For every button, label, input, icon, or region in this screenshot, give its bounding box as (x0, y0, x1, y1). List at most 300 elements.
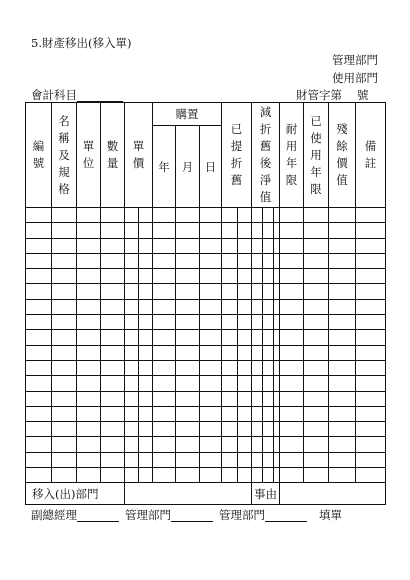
table-cell[interactable] (222, 223, 238, 238)
table-cell[interactable] (238, 299, 252, 314)
table-cell[interactable] (176, 391, 200, 406)
table-cell[interactable] (222, 468, 238, 483)
table-cell[interactable] (139, 345, 153, 360)
table-cell[interactable] (125, 208, 139, 223)
table-cell[interactable] (153, 422, 176, 437)
table-cell[interactable] (238, 437, 252, 452)
table-cell[interactable] (329, 253, 356, 268)
table-cell[interactable] (77, 468, 101, 483)
table-cell[interactable] (125, 422, 139, 437)
table-cell[interactable] (176, 238, 200, 253)
table-cell[interactable] (238, 253, 252, 268)
table-cell[interactable] (139, 330, 153, 345)
table-cell[interactable] (263, 391, 274, 406)
table-cell[interactable] (153, 208, 176, 223)
table-cell[interactable] (356, 253, 386, 268)
table-cell[interactable] (153, 437, 176, 452)
table-cell[interactable] (252, 315, 263, 330)
table-cell[interactable] (101, 391, 125, 406)
table-cell[interactable] (329, 360, 356, 375)
table-cell[interactable] (125, 269, 139, 284)
table-cell[interactable] (356, 299, 386, 314)
table-cell[interactable] (52, 452, 77, 467)
table-cell[interactable] (52, 391, 77, 406)
table-cell[interactable] (176, 422, 200, 437)
table-cell[interactable] (263, 284, 274, 299)
table-cell[interactable] (263, 253, 274, 268)
table-cell[interactable] (280, 208, 304, 223)
table-cell[interactable] (222, 330, 238, 345)
table-cell[interactable] (200, 315, 222, 330)
table-cell[interactable] (263, 208, 274, 223)
table-cell[interactable] (304, 208, 329, 223)
table-cell[interactable] (222, 391, 238, 406)
table-cell[interactable] (139, 452, 153, 467)
table-cell[interactable] (153, 330, 176, 345)
table-cell[interactable] (238, 238, 252, 253)
table-cell[interactable] (238, 452, 252, 467)
table-cell[interactable] (77, 315, 101, 330)
table-cell[interactable] (329, 284, 356, 299)
table-cell[interactable] (101, 315, 125, 330)
table-cell[interactable] (101, 437, 125, 452)
management-blank-2[interactable] (265, 509, 307, 522)
table-cell[interactable] (329, 223, 356, 238)
table-cell[interactable] (26, 315, 52, 330)
table-cell[interactable] (238, 208, 252, 223)
table-cell[interactable] (139, 422, 153, 437)
table-cell[interactable] (153, 376, 176, 391)
table-cell[interactable] (26, 208, 52, 223)
table-cell[interactable] (52, 315, 77, 330)
table-cell[interactable] (77, 360, 101, 375)
table-cell[interactable] (222, 452, 238, 467)
table-cell[interactable] (26, 345, 52, 360)
table-cell[interactable] (26, 468, 52, 483)
table-cell[interactable] (238, 360, 252, 375)
table-cell[interactable] (356, 269, 386, 284)
table-cell[interactable] (125, 223, 139, 238)
table-cell[interactable] (26, 223, 52, 238)
table-cell[interactable] (125, 406, 139, 421)
table-cell[interactable] (304, 437, 329, 452)
table-cell[interactable] (125, 330, 139, 345)
table-cell[interactable] (222, 315, 238, 330)
table-cell[interactable] (222, 345, 238, 360)
table-cell[interactable] (52, 422, 77, 437)
table-cell[interactable] (26, 452, 52, 467)
table-cell[interactable] (52, 284, 77, 299)
table-cell[interactable] (139, 299, 153, 314)
table-cell[interactable] (280, 406, 304, 421)
table-cell[interactable] (252, 253, 263, 268)
table-cell[interactable] (139, 238, 153, 253)
table-cell[interactable] (176, 330, 200, 345)
table-cell[interactable] (176, 315, 200, 330)
table-cell[interactable] (153, 406, 176, 421)
table-cell[interactable] (238, 345, 252, 360)
table-cell[interactable] (280, 223, 304, 238)
table-cell[interactable] (222, 406, 238, 421)
table-cell[interactable] (252, 452, 263, 467)
table-cell[interactable] (101, 253, 125, 268)
table-cell[interactable] (125, 376, 139, 391)
table-cell[interactable] (153, 223, 176, 238)
table-cell[interactable] (77, 284, 101, 299)
table-cell[interactable] (304, 269, 329, 284)
table-cell[interactable] (101, 360, 125, 375)
table-cell[interactable] (200, 376, 222, 391)
table-cell[interactable] (52, 376, 77, 391)
table-cell[interactable] (125, 345, 139, 360)
table-cell[interactable] (252, 330, 263, 345)
table-cell[interactable] (263, 299, 274, 314)
table-cell[interactable] (125, 468, 139, 483)
table-cell[interactable] (304, 315, 329, 330)
table-cell[interactable] (101, 468, 125, 483)
table-cell[interactable] (252, 299, 263, 314)
table-cell[interactable] (329, 437, 356, 452)
table-cell[interactable] (153, 468, 176, 483)
table-cell[interactable] (125, 238, 139, 253)
table-cell[interactable] (280, 437, 304, 452)
table-cell[interactable] (153, 269, 176, 284)
table-cell[interactable] (125, 437, 139, 452)
table-cell[interactable] (139, 468, 153, 483)
table-cell[interactable] (153, 299, 176, 314)
table-cell[interactable] (176, 253, 200, 268)
table-cell[interactable] (125, 452, 139, 467)
table-cell[interactable] (356, 345, 386, 360)
table-cell[interactable] (280, 269, 304, 284)
table-cell[interactable] (26, 269, 52, 284)
table-cell[interactable] (26, 299, 52, 314)
table-cell[interactable] (200, 406, 222, 421)
table-cell[interactable] (101, 269, 125, 284)
table-cell[interactable] (329, 330, 356, 345)
table-cell[interactable] (26, 376, 52, 391)
table-cell[interactable] (263, 406, 274, 421)
table-cell[interactable] (200, 422, 222, 437)
table-cell[interactable] (280, 299, 304, 314)
table-cell[interactable] (304, 223, 329, 238)
deputy-manager-blank[interactable] (77, 509, 119, 522)
table-cell[interactable] (263, 269, 274, 284)
table-cell[interactable] (280, 391, 304, 406)
table-cell[interactable] (139, 269, 153, 284)
table-cell[interactable] (356, 437, 386, 452)
table-cell[interactable] (139, 315, 153, 330)
table-cell[interactable] (252, 437, 263, 452)
table-cell[interactable] (252, 360, 263, 375)
table-cell[interactable] (263, 345, 274, 360)
table-cell[interactable] (304, 360, 329, 375)
table-cell[interactable] (77, 299, 101, 314)
table-cell[interactable] (176, 208, 200, 223)
table-cell[interactable] (101, 345, 125, 360)
table-cell[interactable] (176, 468, 200, 483)
table-cell[interactable] (238, 391, 252, 406)
table-cell[interactable] (26, 284, 52, 299)
table-cell[interactable] (222, 360, 238, 375)
table-cell[interactable] (280, 468, 304, 483)
table-cell[interactable] (139, 284, 153, 299)
table-cell[interactable] (238, 468, 252, 483)
table-cell[interactable] (280, 360, 304, 375)
table-cell[interactable] (252, 238, 263, 253)
table-cell[interactable] (77, 452, 101, 467)
table-cell[interactable] (304, 238, 329, 253)
table-cell[interactable] (52, 468, 77, 483)
table-cell[interactable] (77, 238, 101, 253)
table-cell[interactable] (200, 284, 222, 299)
table-cell[interactable] (125, 284, 139, 299)
table-cell[interactable] (280, 284, 304, 299)
table-cell[interactable] (153, 315, 176, 330)
table-cell[interactable] (329, 406, 356, 421)
table-cell[interactable] (200, 330, 222, 345)
table-cell[interactable] (238, 284, 252, 299)
table-cell[interactable] (26, 422, 52, 437)
table-cell[interactable] (222, 376, 238, 391)
table-cell[interactable] (52, 299, 77, 314)
table-cell[interactable] (356, 452, 386, 467)
table-cell[interactable] (26, 253, 52, 268)
table-cell[interactable] (304, 299, 329, 314)
table-cell[interactable] (77, 330, 101, 345)
table-cell[interactable] (356, 406, 386, 421)
table-cell[interactable] (222, 284, 238, 299)
table-cell[interactable] (139, 208, 153, 223)
table-cell[interactable] (101, 284, 125, 299)
table-cell[interactable] (101, 330, 125, 345)
table-cell[interactable] (222, 422, 238, 437)
table-cell[interactable] (200, 468, 222, 483)
table-cell[interactable] (200, 391, 222, 406)
table-cell[interactable] (26, 238, 52, 253)
table-cell[interactable] (153, 360, 176, 375)
table-cell[interactable] (200, 223, 222, 238)
table-cell[interactable] (139, 437, 153, 452)
table-cell[interactable] (176, 223, 200, 238)
table-cell[interactable] (101, 299, 125, 314)
table-cell[interactable] (329, 299, 356, 314)
table-cell[interactable] (176, 284, 200, 299)
table-cell[interactable] (125, 360, 139, 375)
table-cell[interactable] (280, 422, 304, 437)
table-cell[interactable] (329, 468, 356, 483)
table-cell[interactable] (101, 376, 125, 391)
table-cell[interactable] (280, 330, 304, 345)
table-cell[interactable] (304, 422, 329, 437)
table-cell[interactable] (52, 238, 77, 253)
table-cell[interactable] (176, 269, 200, 284)
table-cell[interactable] (263, 315, 274, 330)
table-cell[interactable] (125, 391, 139, 406)
table-cell[interactable] (238, 422, 252, 437)
table-cell[interactable] (263, 238, 274, 253)
table-cell[interactable] (263, 376, 274, 391)
table-cell[interactable] (176, 437, 200, 452)
table-cell[interactable] (329, 269, 356, 284)
table-cell[interactable] (52, 208, 77, 223)
table-cell[interactable] (280, 253, 304, 268)
table-cell[interactable] (252, 406, 263, 421)
table-cell[interactable] (52, 269, 77, 284)
table-cell[interactable] (263, 452, 274, 467)
table-cell[interactable] (200, 437, 222, 452)
table-cell[interactable] (77, 391, 101, 406)
table-cell[interactable] (280, 238, 304, 253)
table-cell[interactable] (238, 376, 252, 391)
table-cell[interactable] (356, 422, 386, 437)
table-cell[interactable] (52, 437, 77, 452)
table-cell[interactable] (329, 238, 356, 253)
table-cell[interactable] (263, 437, 274, 452)
table-cell[interactable] (304, 345, 329, 360)
table-cell[interactable] (304, 376, 329, 391)
table-cell[interactable] (77, 422, 101, 437)
table-cell[interactable] (176, 345, 200, 360)
table-cell[interactable] (26, 437, 52, 452)
table-cell[interactable] (101, 422, 125, 437)
table-cell[interactable] (139, 376, 153, 391)
table-cell[interactable] (356, 376, 386, 391)
table-cell[interactable] (139, 406, 153, 421)
table-cell[interactable] (52, 360, 77, 375)
table-cell[interactable] (176, 299, 200, 314)
table-cell[interactable] (329, 422, 356, 437)
table-cell[interactable] (77, 208, 101, 223)
table-cell[interactable] (304, 253, 329, 268)
table-cell[interactable] (153, 284, 176, 299)
table-cell[interactable] (356, 391, 386, 406)
table-cell[interactable] (52, 223, 77, 238)
table-cell[interactable] (101, 238, 125, 253)
table-cell[interactable] (280, 452, 304, 467)
table-cell[interactable] (280, 315, 304, 330)
table-cell[interactable] (52, 406, 77, 421)
table-cell[interactable] (101, 223, 125, 238)
table-cell[interactable] (263, 360, 274, 375)
table-cell[interactable] (222, 299, 238, 314)
table-cell[interactable] (280, 376, 304, 391)
transfer-department-field[interactable] (125, 483, 252, 505)
table-cell[interactable] (139, 253, 153, 268)
table-cell[interactable] (263, 223, 274, 238)
table-cell[interactable] (125, 253, 139, 268)
table-cell[interactable] (329, 315, 356, 330)
table-cell[interactable] (200, 253, 222, 268)
table-cell[interactable] (329, 376, 356, 391)
table-cell[interactable] (252, 422, 263, 437)
table-cell[interactable] (252, 468, 263, 483)
table-cell[interactable] (304, 391, 329, 406)
table-cell[interactable] (356, 330, 386, 345)
table-cell[interactable] (252, 376, 263, 391)
table-cell[interactable] (77, 376, 101, 391)
management-blank-1[interactable] (171, 509, 213, 522)
table-cell[interactable] (200, 269, 222, 284)
table-cell[interactable] (52, 330, 77, 345)
table-cell[interactable] (356, 360, 386, 375)
table-cell[interactable] (153, 391, 176, 406)
table-cell[interactable] (77, 223, 101, 238)
table-cell[interactable] (304, 452, 329, 467)
table-cell[interactable] (263, 422, 274, 437)
table-cell[interactable] (263, 330, 274, 345)
table-cell[interactable] (222, 437, 238, 452)
table-cell[interactable] (222, 269, 238, 284)
table-cell[interactable] (252, 284, 263, 299)
table-cell[interactable] (77, 345, 101, 360)
table-cell[interactable] (238, 330, 252, 345)
table-cell[interactable] (304, 468, 329, 483)
reason-field[interactable] (280, 483, 386, 505)
table-cell[interactable] (252, 208, 263, 223)
table-cell[interactable] (26, 360, 52, 375)
table-cell[interactable] (304, 406, 329, 421)
table-cell[interactable] (356, 223, 386, 238)
table-cell[interactable] (200, 345, 222, 360)
table-cell[interactable] (356, 208, 386, 223)
table-cell[interactable] (252, 345, 263, 360)
table-cell[interactable] (304, 330, 329, 345)
table-cell[interactable] (356, 315, 386, 330)
table-cell[interactable] (238, 315, 252, 330)
table-cell[interactable] (200, 452, 222, 467)
table-cell[interactable] (52, 253, 77, 268)
table-cell[interactable] (139, 223, 153, 238)
table-cell[interactable] (222, 238, 238, 253)
table-cell[interactable] (200, 208, 222, 223)
table-cell[interactable] (200, 360, 222, 375)
table-cell[interactable] (238, 406, 252, 421)
table-cell[interactable] (176, 452, 200, 467)
table-cell[interactable] (222, 253, 238, 268)
table-cell[interactable] (356, 238, 386, 253)
table-cell[interactable] (356, 284, 386, 299)
table-cell[interactable] (125, 299, 139, 314)
table-cell[interactable] (238, 269, 252, 284)
table-cell[interactable] (77, 437, 101, 452)
table-cell[interactable] (238, 223, 252, 238)
table-cell[interactable] (176, 376, 200, 391)
table-cell[interactable] (153, 238, 176, 253)
table-cell[interactable] (139, 391, 153, 406)
table-cell[interactable] (200, 299, 222, 314)
table-cell[interactable] (252, 391, 263, 406)
table-cell[interactable] (26, 406, 52, 421)
table-cell[interactable] (329, 345, 356, 360)
table-cell[interactable] (77, 269, 101, 284)
table-cell[interactable] (329, 391, 356, 406)
table-cell[interactable] (176, 360, 200, 375)
table-cell[interactable] (280, 345, 304, 360)
table-cell[interactable] (125, 315, 139, 330)
table-cell[interactable] (26, 330, 52, 345)
table-cell[interactable] (101, 406, 125, 421)
table-cell[interactable] (329, 208, 356, 223)
table-cell[interactable] (101, 208, 125, 223)
table-cell[interactable] (356, 468, 386, 483)
table-cell[interactable] (329, 452, 356, 467)
table-cell[interactable] (304, 284, 329, 299)
table-cell[interactable] (153, 253, 176, 268)
table-cell[interactable] (77, 406, 101, 421)
table-cell[interactable] (200, 238, 222, 253)
table-cell[interactable] (101, 452, 125, 467)
